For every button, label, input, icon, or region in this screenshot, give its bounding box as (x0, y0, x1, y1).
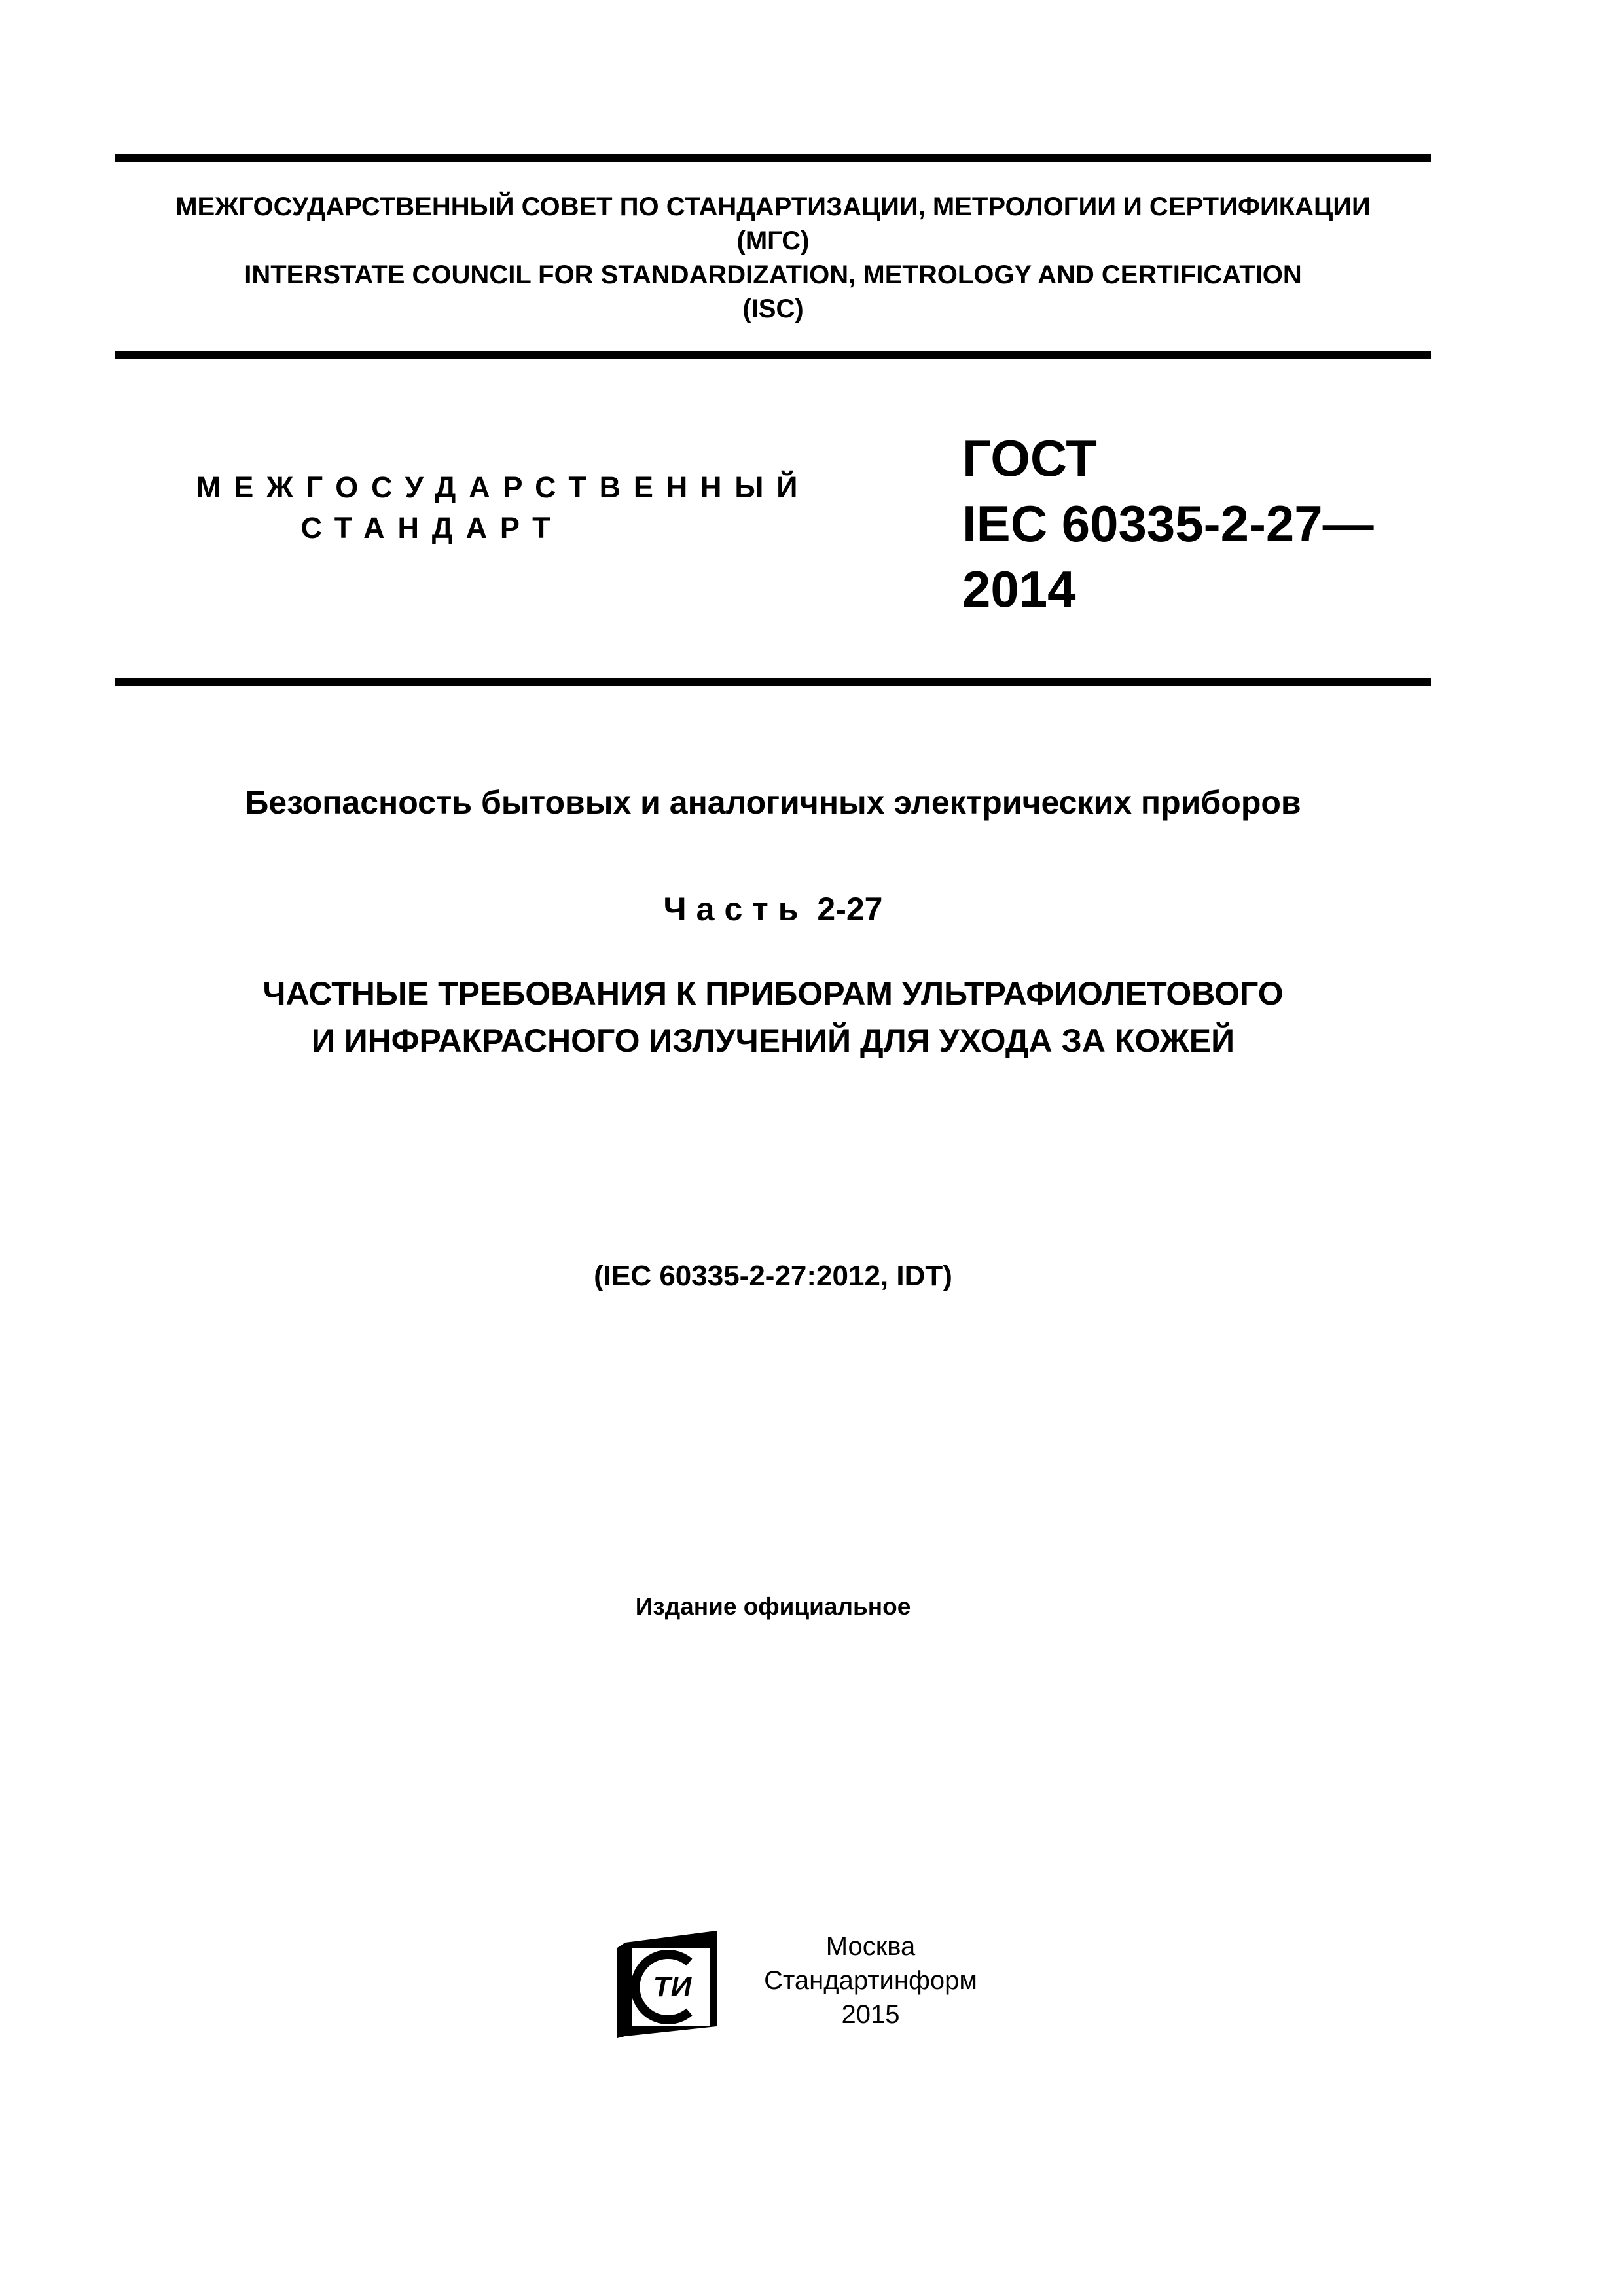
council-name-ru: МЕЖГОСУДАРСТВЕННЫЙ СОВЕТ ПО СТАНДАРТИЗАЦИИ, МЕТРОЛОГИИ И СЕРТИФИКАЦИИ (175, 192, 1371, 221)
imprint-publisher: Стандартинформ (764, 1966, 977, 1995)
standard-type-line2: СТАНДАРТ (300, 511, 564, 545)
designation-rule (115, 678, 1431, 686)
edition-label: Издание официальное (635, 1593, 911, 1620)
document-subtitle (115, 970, 1431, 1064)
part-word: Часть (663, 891, 808, 927)
standard-type (196, 467, 811, 548)
imprint-city: Москва (825, 1932, 916, 1961)
council-header (115, 190, 1431, 326)
part-number: 2-27 (817, 891, 883, 927)
council-abbr-en: (ISC) (742, 295, 804, 323)
document-title: Безопасность бытовых и аналогичных электрических приборов (245, 784, 1301, 821)
imprint-year: 2015 (841, 2000, 900, 2029)
gost-number: IEC 60335-2-27— (962, 495, 1374, 552)
part-heading (115, 889, 1431, 929)
iec-reference: (IEC 60335-2-27:2012, IDT) (594, 1260, 952, 1292)
imprint (740, 1929, 1001, 2032)
header-rule (115, 351, 1431, 359)
council-name-en: INTERSTATE COUNCIL FOR STANDARDIZATION, METROLOGY AND CERTIFICATION (244, 260, 1302, 289)
standartinform-logo-icon (612, 1928, 723, 2039)
subtitle-line1: ЧАСТНЫЕ ТРЕБОВАНИЯ К ПРИБОРАМ УЛЬТРАФИОЛЕТОВОГО (262, 975, 1284, 1012)
svg-text:ТИ: ТИ (653, 1971, 692, 2003)
standard-type-line1: МЕЖГОСУДАРСТВЕННЫЙ (196, 471, 811, 504)
gost-designation (962, 425, 1374, 622)
gost-year: 2014 (962, 560, 1076, 618)
top-rule (115, 154, 1431, 162)
council-abbr-ru: (МГС) (736, 226, 810, 255)
subtitle-line2: И ИНФРАКРАСНОГО ИЗЛУЧЕНИЙ ДЛЯ УХОДА ЗА КОЖЕЙ (311, 1022, 1235, 1059)
gost-label: ГОСТ (962, 429, 1097, 487)
